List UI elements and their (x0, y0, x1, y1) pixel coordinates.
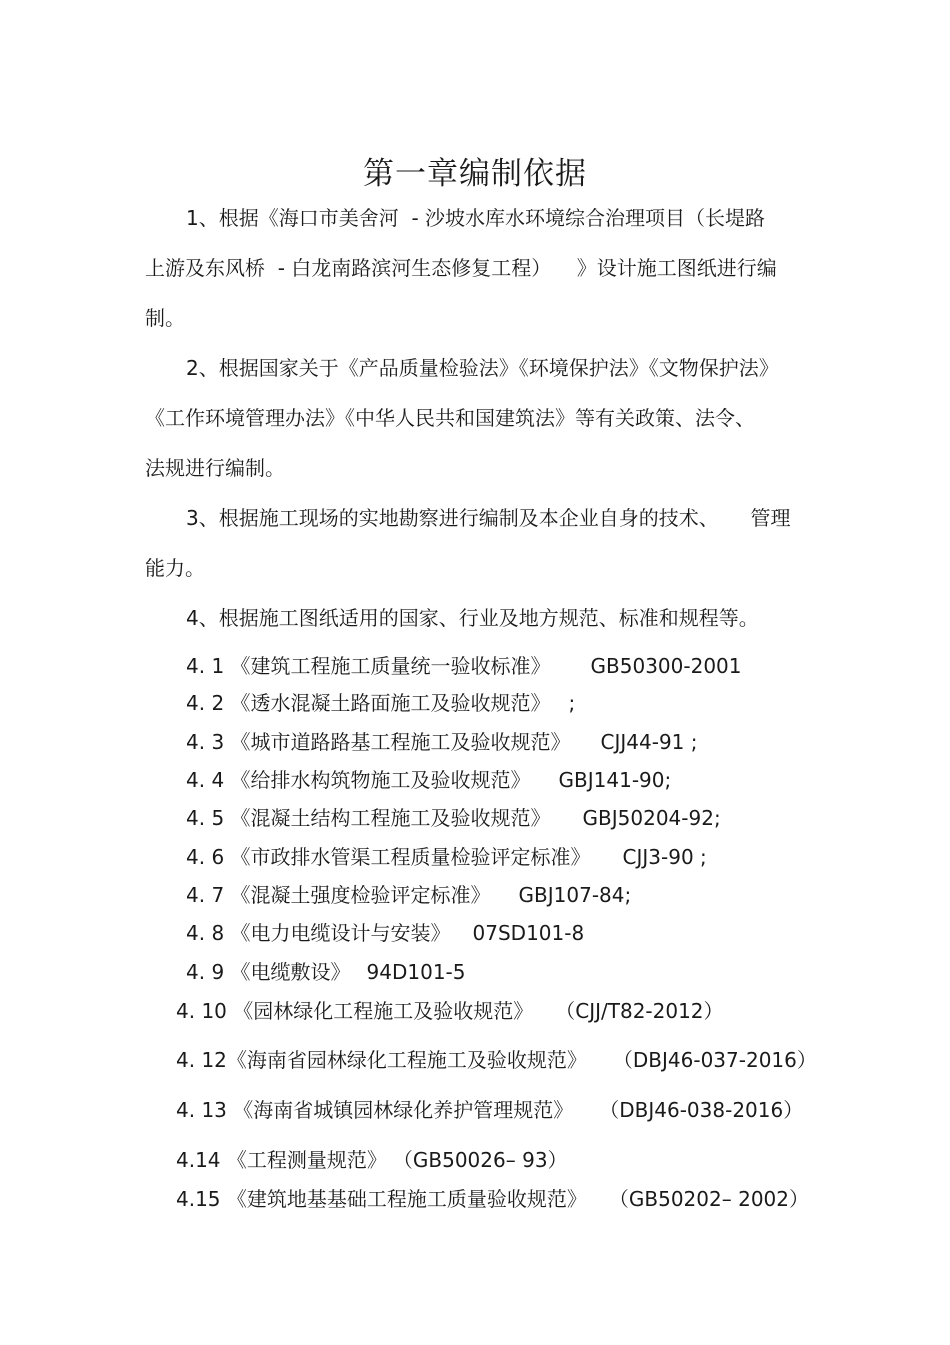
para1-line1: 1、根据《海口市美舍河 - 沙坡水库水环境综合治理项目（长堤路 (186, 206, 766, 230)
item-name: 《透水混凝土路面施工及验收规范》 (230, 691, 551, 715)
item-code: GBJ50204-92; (582, 806, 721, 830)
item-name: 《工程测量规范》 (226, 1148, 387, 1172)
reference-item (186, 767, 671, 793)
para1-line2: 上游及东风桥 - 白龙南路滨河生态修复工程） 》设计施工图纸进行编 (145, 256, 777, 280)
item-code: GBJ107-84; (518, 883, 632, 907)
reference-item (186, 729, 698, 755)
item-name: 《电缆敷设》 (230, 960, 351, 984)
reference-item (186, 805, 721, 831)
item-name: 《建筑工程施工质量统一验收标准》 (230, 654, 551, 678)
para1-line3: 制。 (145, 306, 185, 330)
para4-line: 4、根据施工图纸适用的国家、行业及地方规范、标准和规程等。 (186, 606, 759, 630)
item-number: 4. 8 (186, 921, 225, 945)
item-code: ; (568, 691, 576, 715)
reference-item (176, 1147, 568, 1173)
item-code: （DBJ46-037-2016） (612, 1048, 817, 1072)
chapter-title: 第一章编制依据 (363, 156, 587, 192)
reference-item (176, 1097, 803, 1123)
item-number: 4. 13 (176, 1098, 227, 1122)
item-number: 4. 10 (176, 999, 227, 1023)
reference-item (176, 998, 724, 1024)
item-number: 4. 9 (186, 960, 225, 984)
para2-line3: 法规进行编制。 (145, 456, 285, 480)
item-code: （DBJ46-038-2016） (599, 1098, 804, 1122)
item-number: 4. 4 (186, 768, 225, 792)
reference-item (176, 1186, 809, 1212)
item-code: CJJ3-90 ; (622, 845, 707, 869)
item-number: 4.14 (176, 1148, 221, 1172)
item-name: 《海南省园林绿化工程施工及验收规范》 (226, 1048, 587, 1072)
reference-item (186, 844, 707, 870)
item-name: 《海南省城镇园林绿化养护管理规范》 (233, 1098, 574, 1122)
para2-line2: 《工作环境管理办法》《中华人民共和国建筑法》等有关政策、法令、 (145, 406, 755, 430)
item-code: （CJJ/T82-2012） (555, 999, 724, 1023)
item-code: GB50300-2001 (590, 654, 742, 678)
item-code: （GB50202– 2002） (608, 1187, 809, 1211)
item-number: 4. 6 (186, 845, 225, 869)
item-number: 4. 3 (186, 730, 225, 754)
para3-line2: 能力。 (145, 556, 205, 580)
item-code: GBJ141-90; (558, 768, 672, 792)
reference-item (186, 959, 466, 985)
para2-line1: 2、根据国家关于《产品质量检验法》《环境保护法》《文物保护法》 (186, 356, 779, 380)
item-number: 4. 1 (186, 654, 225, 678)
item-number: 4. 5 (186, 806, 225, 830)
reference-item (176, 1047, 817, 1073)
item-code: CJJ44-91 ; (600, 730, 698, 754)
item-name: 《混凝土结构工程施工及验收规范》 (230, 806, 551, 830)
item-code: 07SD101-8 (472, 921, 585, 945)
item-number: 4. 7 (186, 883, 225, 907)
item-name: 《市政排水管渠工程质量检验评定标准》 (230, 845, 591, 869)
reference-item (186, 690, 575, 716)
reference-item (186, 653, 742, 679)
item-name: 《建筑地基基础工程施工质量验收规范》 (226, 1187, 587, 1211)
item-code: （GB50026– 93） (392, 1148, 568, 1172)
reference-item (186, 920, 584, 946)
para3-line1: 3、根据施工现场的实地勘察进行编制及本企业自身的技术、 管理 (186, 506, 791, 530)
item-name: 《城市道路路基工程施工及验收规范》 (230, 730, 571, 754)
item-code: 94D101-5 (366, 960, 466, 984)
item-name: 《园林绿化工程施工及验收规范》 (233, 999, 534, 1023)
item-number: 4.15 (176, 1187, 221, 1211)
item-name: 《混凝土强度检验评定标准》 (230, 883, 491, 907)
item-number: 4. 2 (186, 691, 225, 715)
item-number: 4. 12 (176, 1048, 227, 1072)
item-name: 《电力电缆设计与安装》 (230, 921, 451, 945)
reference-item (186, 882, 631, 908)
item-name: 《给排水构筑物施工及验收规范》 (230, 768, 531, 792)
